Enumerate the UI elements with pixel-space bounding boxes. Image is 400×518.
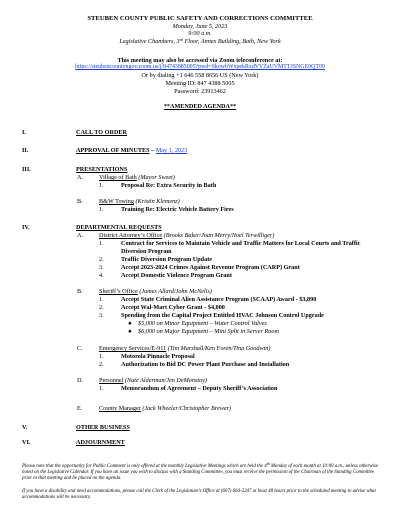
section-number: I. xyxy=(22,129,26,136)
presenter-name: Village of Bath xyxy=(99,174,137,181)
agenda-item: Training Re: Electric Vehicle Battery Fires xyxy=(121,206,234,213)
item-number: 1. xyxy=(99,240,104,247)
dept-personnel xyxy=(99,377,207,384)
item-number: 2. xyxy=(99,361,104,368)
item-letter: C. xyxy=(77,345,83,352)
dept-people: (Nate Alderman/Jen DeMonstoy) xyxy=(123,377,207,384)
section-number: II. xyxy=(22,147,29,154)
presenter-bw-towing xyxy=(99,198,180,205)
location-text: Legislative Chambers, 3 xyxy=(119,38,180,45)
agenda-item: Motorola Pinnacle Proposal xyxy=(121,353,195,360)
item-number: 1. xyxy=(99,353,104,360)
amended-agenda-heading: **AMENDED AGENDA** xyxy=(163,103,237,110)
location-text-rest: Floor, Annex Building, Bath, New York xyxy=(182,38,281,45)
dept-district-attorney xyxy=(99,232,274,239)
item-letter: E. xyxy=(77,405,83,412)
teleconference-notice: This meeting may also be accessed via Zoom teleconference at: xyxy=(117,57,283,64)
presenter-village-of-bath xyxy=(99,174,175,181)
item-number: 1. xyxy=(99,182,104,189)
agenda-item: Accept 2023-2024 Crimes Against Revenue Program (CARP) Grant xyxy=(121,264,300,271)
dept-name: County Manager xyxy=(99,405,141,412)
meeting-password: Password: 23913462 xyxy=(174,88,226,95)
accommodations-note: If you have a disability and need accommodations, please call the Clerk of the Legislature’s Office at (607) 664-2247 at least 48 hours prior to the scheduled meeting to advise what accommodations will be necessary. xyxy=(22,489,376,500)
dept-sheriffs-office xyxy=(99,288,212,295)
dept-people: (James Allard/John McNelis) xyxy=(137,288,212,295)
item-number: 2. xyxy=(99,256,104,263)
section-adjournment: ADJOURNMENT xyxy=(76,439,125,446)
presenter-name: B&W Towing xyxy=(99,198,134,205)
meeting-date: Monday, June 5, 2023 xyxy=(172,23,228,30)
minutes-link[interactable]: May 1, 2023 xyxy=(155,147,188,154)
presenter-people: (Kristin Klemenz) xyxy=(133,198,180,205)
section-approval-of-minutes xyxy=(76,147,187,154)
zoom-link[interactable] xyxy=(0,64,400,71)
dept-people: (Tim Marshall/Ken Foren/Tina Goodwin) xyxy=(166,345,271,352)
item-number: 3. xyxy=(99,264,104,271)
item-letter: A. xyxy=(77,174,84,181)
dept-name: Personnel xyxy=(99,377,124,384)
agenda-item: Authorization to Bid DC Power Plant Purchase and Installation xyxy=(121,361,290,368)
dial-in-info: Or by dialing +1 646 558 8656 US (New York) xyxy=(141,72,259,79)
dept-name: Sheriff’s Office xyxy=(99,288,138,295)
agenda-item-continued: Diversion Program xyxy=(121,248,172,255)
dept-people: (Jack Wheeler/Christopher Brewer) xyxy=(140,405,232,412)
section-number: V. xyxy=(22,424,28,431)
bullet-icon: ● xyxy=(128,320,132,327)
section-call-to-order: CALL TO ORDER xyxy=(76,129,128,136)
section-title: APPROVAL OF MINUTES xyxy=(76,147,150,154)
agenda-item: Accept State Criminal Alien Assistance Program (SCAAP) Award - $3,890 xyxy=(121,296,317,303)
location-sup: rd xyxy=(179,38,183,42)
sub-item: $6,000 on Major Equipment – Mini Split in Server Room xyxy=(138,328,279,335)
agenda-item: Proposal Re: Extra Security in Bath xyxy=(121,182,217,189)
dept-emergency-services xyxy=(99,345,270,352)
presenter-people: (Mayor Sweet) xyxy=(136,174,175,181)
item-number: 3. xyxy=(99,312,104,319)
dept-name: District Attorney’s Office xyxy=(99,232,163,239)
meeting-time: 9:00 a.m. xyxy=(188,30,212,37)
item-letter: B. xyxy=(77,288,83,295)
section-number: III. xyxy=(22,166,31,173)
zoom-url[interactable]: https://steubencountyngov.zoom.us/j/84743885005?pwd=SkowbWxpekRxdVVZaUVMTTJSNGE0QT09 xyxy=(75,64,325,70)
section-other-business: OTHER BUSINESS xyxy=(76,424,130,431)
agenda-item: Accept Domestic Violence Program Grant xyxy=(121,272,232,279)
item-number: 1. xyxy=(99,296,104,303)
section-number: VI. xyxy=(22,439,31,446)
meeting-location xyxy=(0,38,400,45)
section-departmental-requests: DEPARTMENTAL REQUESTS xyxy=(76,224,162,231)
agenda-item: Memorandum of Agreement – Deputy Sheriff’s Association xyxy=(121,385,278,392)
agenda-item: Traffic Diversion Program Update xyxy=(121,256,213,263)
agenda-item: Spending from the Capital Project Entitled HVAC Johnson Control Upgrade xyxy=(121,312,324,319)
dept-name: Emergency Services/E-911 xyxy=(99,345,167,352)
note-text: Please note that the opportunity for Public Comment is only offered at the monthly Legislative Meetings which are held the 4 xyxy=(22,464,267,469)
dept-people: (Brooks Baker/Joan Merry/Noel Terwilliger) xyxy=(162,232,275,239)
committee-title: STEUBEN COUNTY PUBLIC SAFETY AND CORRECTIONS COMMITTEE xyxy=(87,15,313,22)
section-presentations: PRESENTATIONS xyxy=(76,166,128,173)
note-text-rest: Monday of each month at 10:00 a.m., unless otherwise noted on the Legislative Calendar. If you have an issue you wish to discuss with a Standing Committee, you must receive the permission of the Chairman of the Standing Committee prior to that meeting and be placed on the agenda. xyxy=(22,464,379,481)
dept-county-manager xyxy=(99,405,231,412)
meeting-id: Meeting ID: 847 4388 5005 xyxy=(165,80,235,87)
agenda-item: Contract for Services to Maintain Vehicle and Traffic Matters for Local Courts and Traffic xyxy=(121,240,361,247)
section-number: IV. xyxy=(22,224,30,231)
item-number: 1. xyxy=(99,206,104,213)
item-number: 1. xyxy=(99,385,104,392)
separator: – xyxy=(149,147,156,154)
bullet-icon: ● xyxy=(128,328,132,335)
item-number: 2. xyxy=(99,304,104,311)
sub-item: $5,000 on Minor Equipment – Water Control Valves xyxy=(138,320,267,327)
note-sup: th xyxy=(266,462,270,466)
item-letter: B. xyxy=(77,198,83,205)
item-letter: A. xyxy=(77,232,84,239)
public-comment-note xyxy=(22,464,384,482)
item-letter: D. xyxy=(77,377,84,384)
agenda-item: Accept Wal-Mart Cyber Grant - $4,000 xyxy=(121,304,225,311)
item-number: 4. xyxy=(99,272,104,279)
